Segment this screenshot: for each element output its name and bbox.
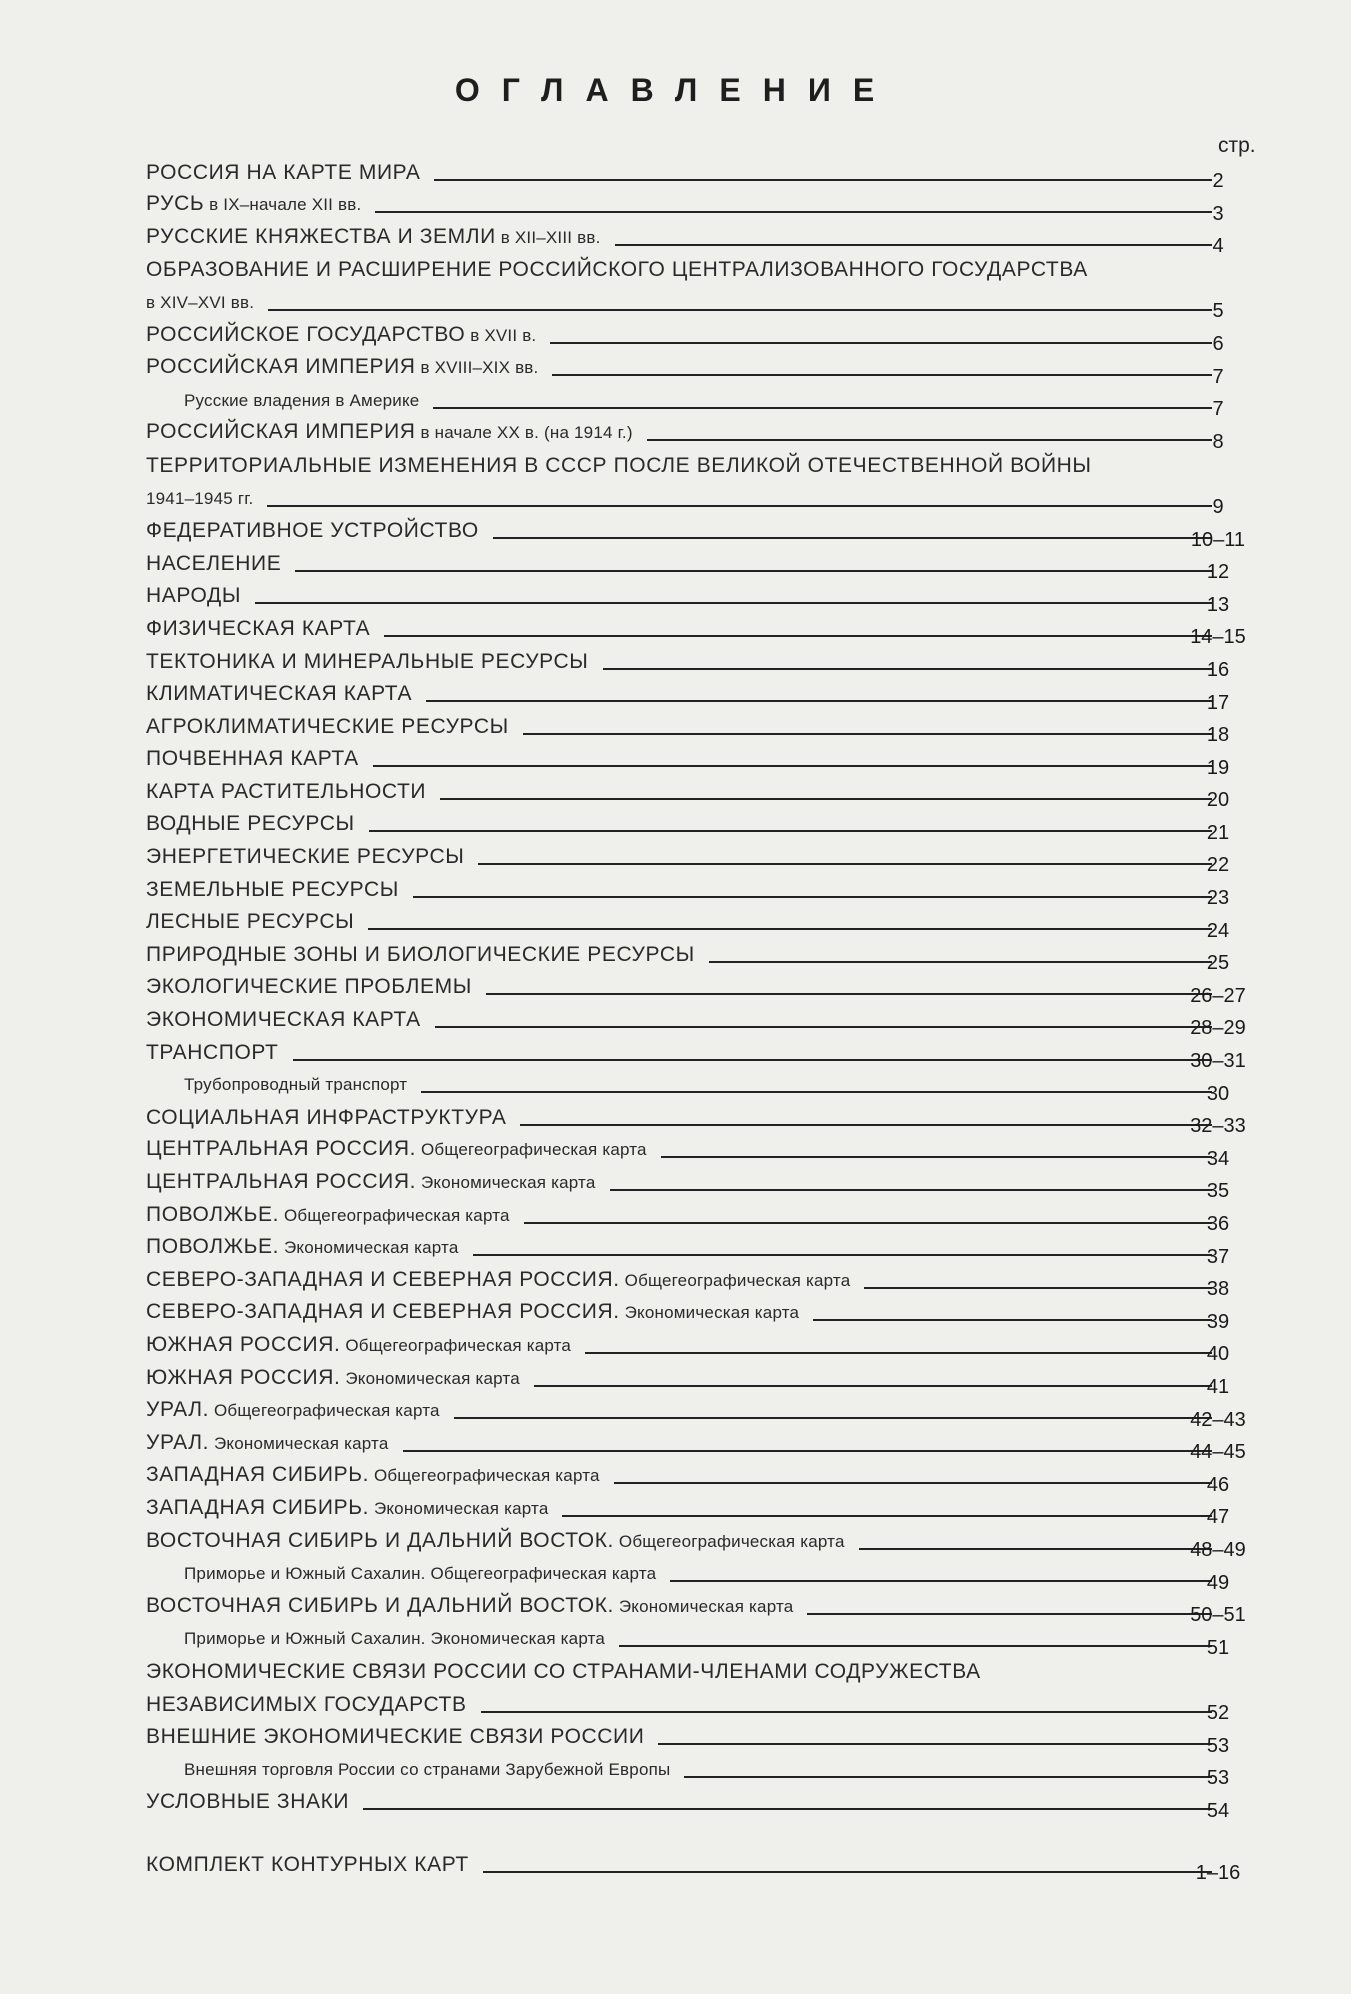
toc-entry[interactable] bbox=[146, 445, 1248, 478]
toc-entry[interactable] bbox=[146, 380, 1248, 421]
toc-entry-title bbox=[146, 878, 413, 902]
toc-entry[interactable] bbox=[146, 1293, 1248, 1333]
toc-page-number: 18 bbox=[1206, 724, 1230, 747]
toc-entry-main: ЦЕНТРАЛЬНАЯ РОССИЯ. bbox=[146, 1170, 417, 1193]
toc-page-number: 39 bbox=[1206, 1310, 1230, 1333]
toc-entry-title bbox=[146, 1660, 995, 1684]
toc-entry-main: КОМПЛЕКТ КОНТУРНЫХ КАРТ bbox=[146, 1852, 469, 1876]
toc-entry-main: КАРТА РАСТИТЕЛЬНОСТИ bbox=[146, 779, 427, 803]
toc-page-number: 41 bbox=[1206, 1375, 1230, 1398]
toc-entry-title bbox=[146, 943, 709, 967]
toc-entry-subtitle: Общегеографическая карта bbox=[369, 1466, 600, 1486]
toc-page-number: 53 bbox=[1206, 1767, 1230, 1790]
toc-entry-subtitle: Экономическая карта bbox=[209, 1433, 389, 1453]
toc-leader-line bbox=[255, 602, 1212, 604]
toc-entry[interactable] bbox=[146, 706, 1248, 747]
toc-entry-main: АГРОКЛИМАТИЧЕСКИЕ РЕСУРСЫ bbox=[146, 714, 509, 738]
toc-leader-line bbox=[486, 993, 1212, 995]
toc-entry-title bbox=[146, 812, 369, 836]
toc-entry-subtitle: Трубопроводный транспорт bbox=[184, 1075, 408, 1095]
toc-leader-line bbox=[864, 1287, 1212, 1289]
toc-entry-title bbox=[146, 715, 523, 739]
toc-entry-title bbox=[146, 1627, 619, 1651]
toc-entry-main: РУСЬ bbox=[146, 192, 205, 216]
toc-entry[interactable] bbox=[146, 1782, 1248, 1822]
toc-entry[interactable] bbox=[146, 576, 1248, 616]
toc-page-number: 38 bbox=[1206, 1278, 1230, 1301]
toc-entry[interactable] bbox=[146, 1717, 1248, 1757]
toc-entry[interactable] bbox=[146, 1032, 1248, 1073]
toc-entry-main: ЛЕСНЫЕ РЕСУРСЫ bbox=[146, 910, 355, 934]
toc-leader-line bbox=[562, 1515, 1212, 1517]
toc-leader-line bbox=[426, 700, 1212, 702]
toc-leader-line bbox=[295, 570, 1212, 572]
toc-entry-title bbox=[146, 1431, 403, 1456]
toc-leader-line bbox=[369, 830, 1212, 832]
toc-entry-subtitle: Общегеографическая карта bbox=[619, 1270, 851, 1290]
toc-entry-main: ТЕРРИТОРИАЛЬНЫЕ ИЗМЕНЕНИЯ В СССР ПОСЛЕ ВЕЛИКОЙ ОТЕЧЕСТВЕННОЙ ВОЙНЫ bbox=[146, 453, 1092, 477]
toc-entry-title bbox=[146, 1300, 813, 1325]
toc-entry[interactable] bbox=[146, 1554, 1248, 1594]
toc-entry-title bbox=[146, 454, 1106, 478]
toc-entry[interactable] bbox=[146, 1228, 1248, 1268]
toc-leader-line bbox=[293, 1059, 1213, 1061]
toc-entry-title bbox=[146, 1398, 454, 1423]
toc-leader-line bbox=[520, 1124, 1212, 1126]
toc-entry-subtitle: Общегеографическая карта bbox=[279, 1205, 510, 1225]
toc-entry[interactable] bbox=[146, 1325, 1248, 1366]
toc-entry-title bbox=[146, 1073, 421, 1097]
toc-leader-line bbox=[534, 1385, 1212, 1387]
toc-entry[interactable] bbox=[146, 1423, 1248, 1464]
toc-entry-main: ПОВОЛЖЬЕ. bbox=[146, 1202, 280, 1226]
toc-leader-line bbox=[614, 1482, 1212, 1484]
toc-entry-subtitle: Внешняя торговля России со странами Зарубежной Европы bbox=[184, 1759, 671, 1779]
toc-leader-line bbox=[434, 179, 1212, 181]
toc-entry[interactable] bbox=[146, 934, 1248, 975]
toc-entry[interactable] bbox=[146, 543, 1248, 584]
toc-entry-title bbox=[146, 1463, 614, 1488]
toc-entry[interactable] bbox=[146, 1844, 1248, 1885]
toc-entry-title bbox=[146, 584, 255, 608]
toc-entry-title bbox=[146, 486, 267, 511]
toc-entry-title bbox=[146, 1170, 610, 1195]
toc-entry-title bbox=[146, 1790, 363, 1814]
toc-entry-title bbox=[146, 1496, 562, 1521]
toc-entry-title bbox=[146, 975, 486, 999]
toc-page-number: 20 bbox=[1206, 789, 1230, 812]
toc-page-number: 16 bbox=[1206, 658, 1230, 681]
toc-entry-title bbox=[146, 161, 434, 185]
toc-leader-line bbox=[610, 1189, 1212, 1191]
toc-leader-line bbox=[473, 1254, 1213, 1256]
toc-entry[interactable] bbox=[146, 282, 1248, 323]
toc-page-number: 28–29 bbox=[1190, 1017, 1246, 1040]
toc-leader-line bbox=[615, 244, 1212, 246]
toc-entry-main: ОБРАЗОВАНИЕ И РАСШИРЕНИЕ РОССИЙСКОГО ЦЕНТРАЛИЗОВАННОГО ГОСУДАРСТВА bbox=[146, 258, 1088, 282]
toc-entry-title bbox=[146, 355, 552, 380]
toc-entry[interactable] bbox=[146, 152, 1248, 192]
toc-entry-main: ЭНЕРГЕТИЧЕСКИЕ РЕСУРСЫ bbox=[146, 845, 465, 869]
toc-entry-main: РОССИЙСКАЯ ИМПЕРИЯ bbox=[146, 420, 416, 444]
toc-entry-title bbox=[146, 1366, 534, 1391]
toc-entry-title bbox=[146, 1268, 864, 1293]
toc-entry-subtitle: Приморье и Южный Сахалин. Экономическая карта bbox=[184, 1629, 606, 1649]
toc-entry-main: ЗАПАДНАЯ СИБИРЬ. bbox=[146, 1495, 370, 1519]
toc-entry[interactable] bbox=[146, 348, 1248, 388]
toc-entry-main: ЭКОНОМИЧЕСКАЯ КАРТА bbox=[146, 1008, 421, 1032]
toc-entry-title bbox=[146, 1594, 807, 1619]
toc-entry[interactable] bbox=[146, 1749, 1248, 1790]
toc-leader-line bbox=[433, 407, 1212, 409]
toc-page-number: 34 bbox=[1206, 1147, 1230, 1170]
toc-entry-title bbox=[146, 1106, 520, 1130]
toc-entry[interactable] bbox=[146, 999, 1248, 1040]
toc-entry-subtitle: Экономическая карта bbox=[613, 1596, 794, 1616]
toc-page-number: 53 bbox=[1206, 1734, 1230, 1757]
toc-leader-line bbox=[478, 863, 1212, 865]
toc-entry-main: РОССИЙСКОЕ ГОСУДАРСТВО bbox=[146, 322, 466, 346]
toc-page-number: 9 bbox=[1212, 495, 1224, 518]
toc-entry-main: ПОВОЛЖЬЕ. bbox=[146, 1235, 280, 1259]
toc-entry-title bbox=[146, 1693, 481, 1717]
toc-entry[interactable] bbox=[146, 1260, 1248, 1301]
toc-entry-subtitle: в начале XX в. (на 1914 г.) bbox=[415, 423, 633, 443]
toc-leader-line bbox=[658, 1743, 1212, 1745]
toc-entry-subtitle: Экономическая карта bbox=[416, 1173, 596, 1192]
toc-entry-subtitle: в XIV–XVI вв. bbox=[146, 292, 255, 312]
toc-entry[interactable] bbox=[146, 608, 1248, 649]
toc-entry[interactable] bbox=[146, 836, 1248, 877]
toc-entry-main: ВОДНЫЕ РЕСУРСЫ bbox=[146, 812, 355, 836]
toc-entry[interactable] bbox=[146, 804, 1248, 844]
toc-page-number: 40 bbox=[1206, 1343, 1230, 1366]
toc-entry-subtitle: Экономическая карта bbox=[279, 1238, 459, 1258]
toc-leader-line bbox=[267, 505, 1212, 507]
toc-page-number: 21 bbox=[1206, 821, 1230, 844]
toc-entry-title bbox=[146, 1008, 435, 1032]
toc-page-number: 35 bbox=[1206, 1180, 1230, 1203]
toc-leader-line bbox=[684, 1776, 1212, 1778]
toc-entry[interactable] bbox=[146, 1619, 1248, 1659]
toc-page-number: 17 bbox=[1206, 691, 1230, 714]
toc-entry-main: ВОСТОЧНАЯ СИБИРЬ И ДАЛЬНИЙ ВОСТОК. bbox=[146, 1528, 614, 1552]
toc-page-number: 24 bbox=[1206, 919, 1230, 942]
toc-page-number: 12 bbox=[1206, 561, 1230, 584]
toc-entry-main: ЦЕНТРАЛЬНАЯ РОССИЯ. bbox=[146, 1137, 417, 1161]
toc-leader-line bbox=[421, 1091, 1212, 1093]
toc-entry-main: РУССКИЕ КНЯЖЕСТВА И ЗЕМЛИ bbox=[146, 224, 496, 248]
toc-page-number: 6 bbox=[1212, 332, 1224, 355]
toc-leader-line bbox=[440, 798, 1212, 800]
toc-page-number: 3 bbox=[1212, 202, 1224, 225]
toc-page-number: 37 bbox=[1206, 1245, 1230, 1268]
toc-leader-line bbox=[524, 1222, 1212, 1224]
toc-entry-main: СЕВЕРО-ЗАПАДНАЯ И СЕВЕРНАЯ РОССИЯ. bbox=[146, 1300, 620, 1324]
toc-entry-title bbox=[146, 420, 647, 445]
toc-page-number: 10–11 bbox=[1190, 528, 1246, 551]
toc-entry-title bbox=[146, 389, 433, 413]
toc-leader-line bbox=[481, 1711, 1212, 1713]
toc-entry[interactable] bbox=[146, 641, 1248, 681]
toc-page-number: 30 bbox=[1206, 1082, 1230, 1105]
toc-entry[interactable] bbox=[146, 1391, 1248, 1431]
toc-page-number: 14–15 bbox=[1190, 626, 1246, 649]
toc-entry[interactable] bbox=[146, 478, 1248, 518]
toc-leader-line bbox=[403, 1450, 1213, 1452]
toc-entry-main: ФЕДЕРАТИВНОЕ УСТРОЙСТВО bbox=[146, 519, 479, 543]
toc-page-number: 19 bbox=[1206, 756, 1230, 779]
toc-leader-line bbox=[454, 1417, 1212, 1419]
toc-entry-main: НАРОДЫ bbox=[146, 584, 242, 608]
toc-entry-subtitle: Экономическая карта bbox=[369, 1498, 549, 1518]
toc-entry-main: ЗАПАДНАЯ СИБИРЬ. bbox=[146, 1463, 370, 1487]
toc-leader-line bbox=[552, 374, 1212, 376]
toc-entry-main: ВНЕШНИЕ ЭКОНОМИЧЕСКИЕ СВЯЗИ РОССИИ bbox=[146, 1725, 645, 1749]
toc-entry[interactable] bbox=[146, 1586, 1248, 1627]
toc-page-number: 30–31 bbox=[1190, 1050, 1246, 1073]
toc-entry-title bbox=[146, 1853, 483, 1877]
toc-entry-title bbox=[146, 1203, 524, 1228]
toc-page-number: 46 bbox=[1206, 1473, 1230, 1496]
toc-entry-main: СОЦИАЛЬНАЯ ИНФРАСТРУКТУРА bbox=[146, 1105, 507, 1129]
toc-leader-line bbox=[493, 537, 1212, 539]
toc-entry-main: ЭКОЛОГИЧЕСКИЕ ПРОБЛЕМЫ bbox=[146, 975, 472, 999]
toc-leader-line bbox=[268, 309, 1212, 311]
toc-entry-title bbox=[146, 258, 1102, 282]
toc-page-number: 25 bbox=[1206, 952, 1230, 975]
toc-entry[interactable] bbox=[146, 1065, 1248, 1105]
toc-page-number: 36 bbox=[1206, 1213, 1230, 1235]
toc-leader-line bbox=[585, 1352, 1212, 1354]
toc-page-number: 7 bbox=[1212, 365, 1224, 388]
toc-page-number: 48–49 bbox=[1190, 1538, 1246, 1561]
toc-entry-title bbox=[146, 1137, 661, 1162]
toc-entry[interactable] bbox=[146, 674, 1248, 714]
toc-entry[interactable] bbox=[146, 1521, 1248, 1561]
toc-entry-title bbox=[146, 1333, 585, 1358]
toc-page-number: 42–43 bbox=[1190, 1408, 1246, 1431]
toc-leader-line bbox=[859, 1548, 1212, 1550]
toc-entry[interactable] bbox=[146, 1456, 1248, 1496]
toc-page-number: 47 bbox=[1206, 1506, 1230, 1529]
toc-entry-title bbox=[146, 747, 373, 771]
toc-entry-subtitle: в XII–XIII вв. bbox=[495, 227, 601, 247]
toc-leader-line bbox=[709, 961, 1212, 963]
toc-entry-main: СЕВЕРО-ЗАПАДНАЯ И СЕВЕРНАЯ РОССИЯ. bbox=[146, 1267, 620, 1291]
toc-leader-line bbox=[413, 896, 1212, 898]
toc-entry-title bbox=[146, 225, 615, 250]
toc-entry-title bbox=[146, 519, 493, 543]
toc-page-number: 50–51 bbox=[1190, 1604, 1246, 1627]
toc-entry[interactable] bbox=[146, 1684, 1248, 1724]
toc-entry-subtitle: в IX–начале XII вв. bbox=[204, 195, 362, 215]
toc-entry-title bbox=[146, 1529, 859, 1554]
toc-page-number: 49 bbox=[1206, 1571, 1230, 1594]
toc-leader-line bbox=[813, 1319, 1212, 1321]
toc-entry[interactable] bbox=[146, 185, 1248, 225]
toc-entry-title bbox=[146, 780, 440, 804]
toc-page-number: 4 bbox=[1212, 235, 1224, 258]
toc-page-number: 13 bbox=[1206, 593, 1230, 616]
toc-entry-title bbox=[146, 323, 550, 348]
toc-entry[interactable] bbox=[146, 315, 1248, 355]
toc-leader-line bbox=[435, 1026, 1212, 1028]
toc-entry-subtitle: Приморье и Южный Сахалин. Общегеографическая карта bbox=[184, 1564, 657, 1584]
toc-entry[interactable] bbox=[146, 1162, 1248, 1203]
toc-entry-main: РОССИЙСКАЯ ИМПЕРИЯ bbox=[146, 355, 416, 379]
toc-entry-subtitle: Общегеографическая карта bbox=[209, 1401, 440, 1421]
toc-entry[interactable] bbox=[146, 869, 1248, 910]
toc-leader-line bbox=[483, 1871, 1212, 1873]
table-of-contents bbox=[146, 152, 1248, 1885]
toc-entry[interactable] bbox=[146, 739, 1248, 779]
toc-leader-line bbox=[603, 668, 1213, 670]
toc-entry[interactable] bbox=[146, 1130, 1248, 1170]
toc-spacer bbox=[146, 1814, 1248, 1844]
toc-entry-subtitle: в XVIII–XIX вв. bbox=[415, 358, 539, 378]
toc-entry-subtitle: в XVII в. bbox=[465, 325, 537, 345]
toc-entry-subtitle: Общегеографическая карта bbox=[416, 1140, 647, 1160]
toc-entry-main: ВОСТОЧНАЯ СИБИРЬ И ДАЛЬНИЙ ВОСТОК. bbox=[146, 1593, 614, 1617]
toc-entry-main: КЛИМАТИЧЕСКАЯ КАРТА bbox=[146, 682, 413, 706]
toc-entry-title bbox=[146, 552, 295, 576]
toc-entry-main: УРАЛ. bbox=[146, 1430, 210, 1454]
toc-entry-title bbox=[146, 617, 384, 641]
toc-entry-main: ПРИРОДНЫЕ ЗОНЫ И БИОЛОГИЧЕСКИЕ РЕСУРСЫ bbox=[146, 942, 695, 966]
toc-entry-title bbox=[146, 1235, 473, 1260]
toc-page-number: 23 bbox=[1206, 887, 1230, 910]
toc-entry[interactable] bbox=[146, 1097, 1248, 1138]
toc-leader-line bbox=[619, 1645, 1212, 1647]
toc-leader-line bbox=[550, 342, 1212, 344]
toc-leader-line bbox=[375, 211, 1212, 213]
toc-entry[interactable] bbox=[146, 511, 1248, 551]
toc-leader-line bbox=[384, 635, 1212, 637]
toc-entry-main: ФИЗИЧЕСКАЯ КАРТА bbox=[146, 616, 371, 640]
toc-entry-title bbox=[146, 845, 478, 869]
toc-entry-main: ТЕКТОНИКА И МИНЕРАЛЬНЫЕ РЕСУРСЫ bbox=[146, 649, 589, 673]
toc-entry-main: ТРАНСПОРТ bbox=[146, 1040, 279, 1064]
toc-leader-line bbox=[523, 733, 1212, 735]
toc-entry[interactable] bbox=[146, 217, 1248, 258]
toc-entry-title bbox=[146, 1758, 684, 1782]
toc-entry[interactable] bbox=[146, 1651, 1248, 1684]
toc-leader-line bbox=[363, 1808, 1212, 1810]
toc-entry[interactable] bbox=[146, 902, 1248, 942]
toc-entry-subtitle: Экономическая карта bbox=[340, 1368, 520, 1388]
toc-page-number: 54 bbox=[1206, 1799, 1230, 1822]
toc-entry-main: УСЛОВНЫЕ ЗНАКИ bbox=[146, 1790, 350, 1814]
toc-entry-main: РОССИЯ НА КАРТЕ МИРА bbox=[146, 160, 421, 184]
pages-column-label: стр. bbox=[1218, 134, 1256, 157]
toc-entry[interactable] bbox=[146, 967, 1248, 1007]
toc-page-number: 52 bbox=[1206, 1701, 1230, 1724]
toc-entry[interactable] bbox=[146, 771, 1248, 812]
toc-entry[interactable] bbox=[146, 1195, 1248, 1235]
toc-entry-title bbox=[146, 290, 268, 315]
toc-entry-subtitle: 1941–1945 гг. bbox=[146, 488, 254, 508]
toc-entry-title bbox=[146, 650, 603, 674]
toc-entry-title bbox=[146, 192, 375, 217]
toc-entry-main: ПОЧВЕННАЯ КАРТА bbox=[146, 747, 359, 771]
toc-entry[interactable] bbox=[146, 1488, 1248, 1529]
toc-entry-title bbox=[146, 1725, 658, 1749]
toc-page-number: 5 bbox=[1212, 300, 1224, 323]
toc-leader-line bbox=[373, 765, 1212, 767]
toc-page-number: 7 bbox=[1212, 398, 1224, 421]
toc-leader-line bbox=[647, 439, 1212, 441]
toc-entry-subtitle: Общегеографическая карта bbox=[340, 1335, 572, 1355]
toc-entry-subtitle: Русские владения в Америке bbox=[184, 390, 420, 410]
toc-entry-main: НАСЕЛЕНИЕ bbox=[146, 551, 282, 575]
toc-entry-main: ЮЖНАЯ РОССИЯ. bbox=[146, 1365, 341, 1389]
toc-page-number: 51 bbox=[1206, 1636, 1230, 1659]
toc-entry[interactable] bbox=[146, 413, 1248, 453]
toc-page-number: 32–33 bbox=[1190, 1115, 1246, 1138]
toc-entry[interactable] bbox=[146, 250, 1248, 283]
toc-leader-line bbox=[661, 1156, 1212, 1158]
toc-entry-subtitle: Экономическая карта bbox=[619, 1303, 800, 1323]
toc-entry-title bbox=[146, 1041, 293, 1065]
toc-entry-subtitle: Общегеографическая карта bbox=[613, 1531, 845, 1551]
toc-entry-title bbox=[146, 682, 426, 706]
toc-page-number: 44–45 bbox=[1190, 1441, 1246, 1464]
toc-page-number: 2 bbox=[1212, 170, 1224, 192]
toc-leader-line bbox=[670, 1580, 1212, 1582]
toc-leader-line bbox=[807, 1613, 1212, 1615]
toc-entry-title bbox=[146, 1562, 670, 1586]
toc-entry-main: ЮЖНАЯ РОССИЯ. bbox=[146, 1332, 341, 1356]
toc-entry-main: ЭКОНОМИЧЕСКИЕ СВЯЗИ РОССИИ СО СТРАНАМИ-ЧЛЕНАМИ СОДРУЖЕСТВА bbox=[146, 1659, 981, 1683]
toc-page-number: 8 bbox=[1212, 430, 1224, 453]
page-title: ОГЛАВЛЕНИЕ bbox=[454, 72, 897, 108]
toc-entry-main: ЗЕМЕЛЬНЫЕ РЕСУРСЫ bbox=[146, 877, 399, 901]
toc-page-number: 26–27 bbox=[1190, 984, 1246, 1007]
toc-entry-main: УРАЛ. bbox=[146, 1398, 210, 1422]
toc-page-number: 1–16 bbox=[1195, 1862, 1241, 1885]
toc-leader-line bbox=[368, 928, 1212, 930]
toc-entry-main: НЕЗАВИСИМЫХ ГОСУДАРСТВ bbox=[146, 1692, 467, 1716]
toc-entry[interactable] bbox=[146, 1358, 1248, 1398]
toc-entry-title bbox=[146, 910, 368, 934]
toc-page-number: 22 bbox=[1206, 854, 1230, 877]
